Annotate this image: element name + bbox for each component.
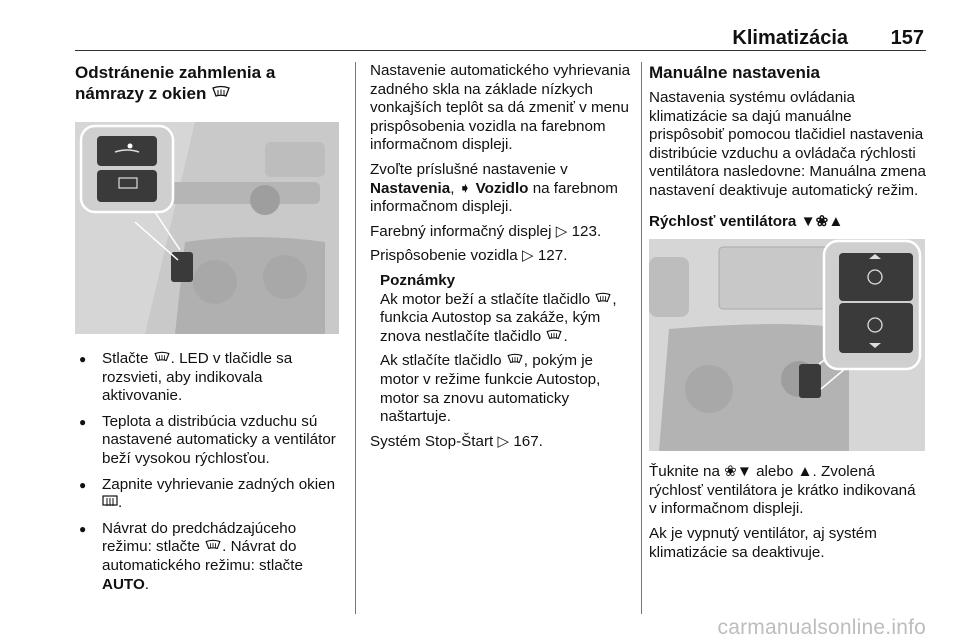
cross-reference: Prispôsobenie vozidla ▷ 127.: [370, 247, 568, 265]
windshield-defrost-icon: [506, 352, 524, 371]
note-title: Poznámky: [380, 271, 456, 289]
list-item: ● Návrat do predchádzajúceho režimu: stlačte . Návrat do automatického režimu: stlačte AUTO.: [75, 520, 341, 594]
defrost-button-photo: [75, 122, 339, 334]
list-item: ● Stlačte . LED v tlačidle sa rozsvieti, aby indikovala aktivovanie.: [75, 350, 341, 406]
page-number: 157: [890, 27, 924, 49]
fan-speed-button-photo: [649, 239, 925, 451]
note-box: [370, 272, 634, 427]
windshield-defrost-icon: [204, 538, 222, 557]
column-2: [370, 62, 634, 457]
column-divider-2: [641, 62, 642, 614]
column-3: [649, 62, 927, 568]
paragraph: Ťuknite na ❀▼ alebo ▲. Zvolená rýchlosť ventilátora je krátko indikovaná v informačnom displeji.: [649, 463, 916, 518]
list-item: ● Teplota a distribúcia vzduchu sú nastavené automaticky a ventilátor beží vysokou rýchlosťou.: [75, 413, 341, 469]
defrost-bullets: [75, 350, 341, 594]
paragraph: Zvoľte príslušné nastavenie v Nastavenia, ➧ Vozidlo na farebnom informačnom displeji.: [370, 160, 618, 216]
page-header: [75, 0, 926, 51]
section-heading-manual: Manuálne nastavenia: [649, 63, 821, 82]
cross-reference: Systém Stop-Štart ▷ 167.: [370, 432, 543, 450]
windshield-defrost-icon: [545, 328, 563, 347]
paragraph: Ak je vypnutý ventilátor, aj systém klimatizácie sa deaktivuje.: [649, 524, 877, 561]
list-item: ● Zapnite vyhrievanie zadných okien .: [75, 476, 341, 513]
subheading-fan-speed: Rýchlosť ventilátora ▼❀▲: [649, 212, 844, 230]
paragraph: Nastavenie automatického vyhrievania zadného skla na základe nízkych vonkajších teplôt sa dá zmeniť v menu prispôsobenia vozidla na farebnom informačnom displeji.: [370, 62, 631, 154]
note-paragraph: Ak motor beží a stlačíte tlačidlo , funkcia Autostop sa zakáže, kým znova nestlačíte tlačidlo .: [380, 290, 617, 345]
note-paragraph: Ak stlačíte tlačidlo , pokým je motor v režime funkcie Autostop, motor sa znovu automaticky naštartuje.: [380, 352, 601, 426]
section-title: Klimatizácia: [732, 27, 848, 49]
windshield-defrost-icon: [211, 84, 231, 105]
windshield-defrost-icon: [153, 350, 171, 369]
cross-reference: Farebný informačný displej ▷ 123.: [370, 222, 602, 240]
column-1: [75, 62, 341, 601]
column-divider-1: [355, 62, 356, 614]
watermark: carmanualsonline.info: [717, 616, 926, 639]
paragraph: Nastavenia systému ovládania klimatizácie sa dajú manuálne prispôsobiť pomocou tlačidiel nastavenia distribúcie vzduchu a ovládača rýchlosti ventilátora nasledovne: Manuálna zmena nastavení deaktivuje automatický režim.: [649, 89, 926, 199]
section-heading-defrost: Odstránenie zahmlenia a námrazy z okien: [75, 63, 276, 103]
windshield-defrost-icon: [594, 291, 612, 310]
rear-window-heating-icon: [102, 494, 118, 513]
